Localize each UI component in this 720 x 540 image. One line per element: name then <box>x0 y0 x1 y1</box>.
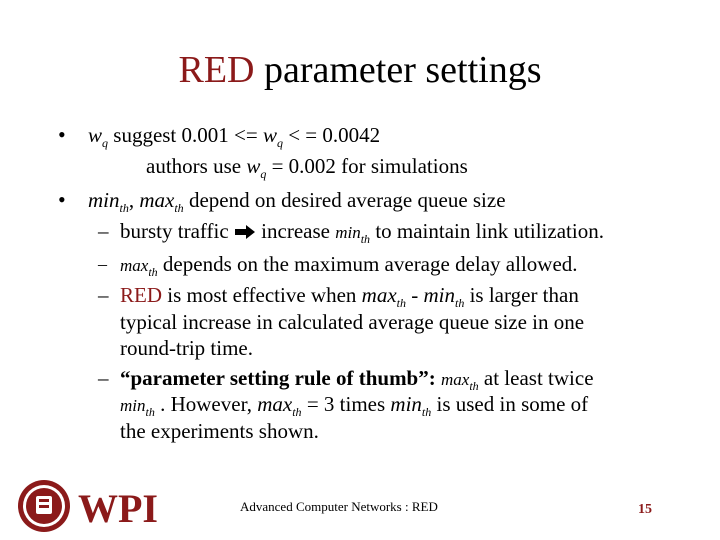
right-arrow-icon <box>234 225 256 239</box>
dash-marker: – <box>98 219 109 243</box>
var-sub: q <box>276 136 283 150</box>
var-sub: th <box>145 405 155 419</box>
sub-bullet-rule-of-thumb-line2 <box>120 391 588 420</box>
text: depends on the maximum average delay allowed. <box>157 252 578 276</box>
slide-title <box>0 46 720 94</box>
dash-marker: – <box>98 254 107 274</box>
sub-bullet-rule-of-thumb <box>120 365 594 394</box>
text: - <box>406 283 424 307</box>
var-min: min <box>120 396 146 415</box>
var-min: min <box>335 223 361 242</box>
var-sub: th <box>148 265 158 279</box>
title-rest: parameter settings <box>263 49 542 91</box>
footer-text: Advanced Computer Networks : RED <box>240 499 438 514</box>
var-sub: th <box>360 232 371 246</box>
dash-marker: – <box>98 283 109 307</box>
text: is used in some of <box>431 392 589 416</box>
var-sub: th <box>469 379 479 393</box>
var-w: w <box>88 123 103 147</box>
wpi-wordmark: WPI <box>78 486 158 531</box>
bold-phrase: “parameter setting rule of thumb”: <box>120 366 436 390</box>
var-min: min <box>423 283 455 307</box>
var-sub: q <box>102 136 109 150</box>
var-sub: th <box>119 201 129 215</box>
var-max: max <box>139 188 175 212</box>
text: is larger than <box>464 283 579 307</box>
text: increase <box>255 219 336 243</box>
text: is most effective when <box>162 283 362 307</box>
text: depend on desired average queue size <box>183 188 506 212</box>
var-sub: th <box>455 296 465 310</box>
var-max: max <box>361 283 397 307</box>
text: bursty traffic <box>120 219 234 243</box>
bullet-marker: • <box>58 122 66 147</box>
sub-bullet-red-effective-line2: typical increase in calculated average queue size in one <box>120 310 585 334</box>
sub-bullet-rule-of-thumb-line3: the experiments shown. <box>120 419 319 443</box>
text: suggest 0.001 <= <box>108 123 263 147</box>
sub-bullet-bursty <box>120 218 604 247</box>
text: = 3 times <box>301 392 391 416</box>
var-max: max <box>440 370 470 389</box>
var-max: max <box>257 392 293 416</box>
var-sub: th <box>421 405 432 419</box>
var-max: max <box>120 256 149 275</box>
text: authors use <box>146 154 247 178</box>
text: < = 0.0042 <box>282 123 381 147</box>
text: . However, <box>154 392 258 416</box>
bullet-min-max <box>88 187 506 216</box>
text: to maintain link utilization. <box>370 219 604 243</box>
bullet-wq-range <box>88 122 380 151</box>
var-w: w <box>262 123 277 147</box>
wpi-logo <box>16 478 166 534</box>
var-min: min <box>88 188 120 212</box>
var-sub: th <box>174 201 184 215</box>
var-sub: q <box>260 167 267 181</box>
text: at least twice <box>478 366 594 390</box>
var-sub: th <box>292 405 302 419</box>
title-red-word: RED <box>178 49 255 91</box>
bullet-wq-authors <box>146 153 468 182</box>
var-sub: th <box>396 296 406 310</box>
sub-bullet-red-effective <box>120 282 579 311</box>
var-min: min <box>390 392 422 416</box>
sub-bullet-maxth-delay <box>120 251 578 280</box>
sub-bullet-red-effective-line3: round-trip time. <box>120 336 253 360</box>
dash-marker: – <box>98 366 109 390</box>
text: = 0.002 for simulations <box>266 154 468 178</box>
page-number: 15 <box>638 502 652 517</box>
bullet-marker: • <box>58 187 66 212</box>
red-word: RED <box>120 283 162 307</box>
var-w: w <box>246 154 261 178</box>
text: , <box>128 188 140 212</box>
